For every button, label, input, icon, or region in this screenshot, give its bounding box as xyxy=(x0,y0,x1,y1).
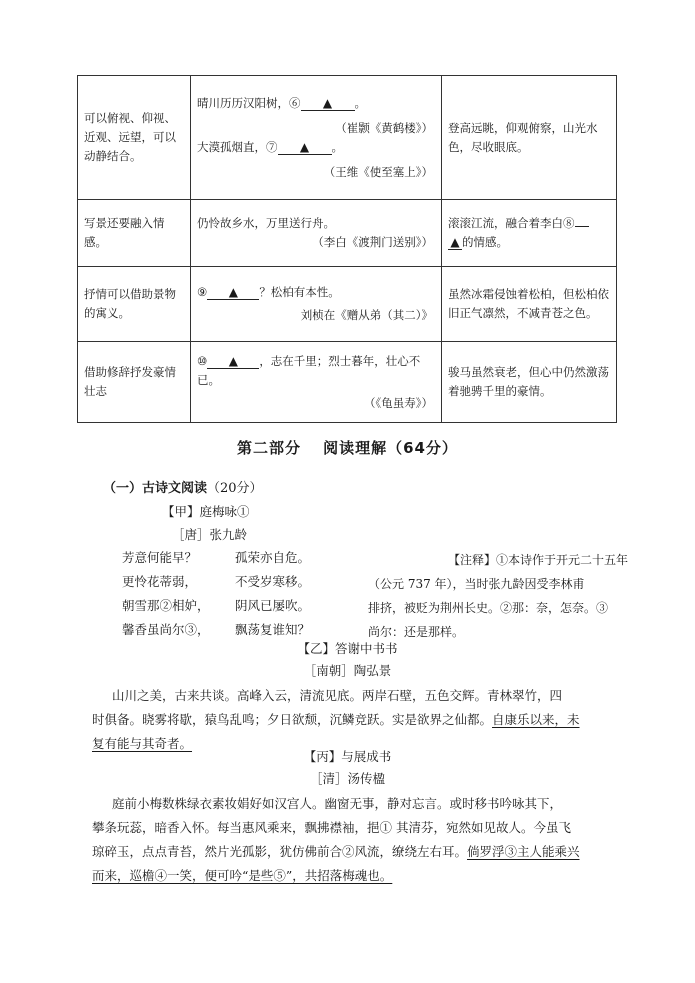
text-bing-heading: 【丙】与展成书 xyxy=(303,749,392,764)
annotation-block xyxy=(368,548,628,644)
underlined-sentence: 自康乐以来，未 xyxy=(492,712,580,727)
verse-cell xyxy=(191,76,442,200)
blank-number: ⑩ xyxy=(197,353,208,368)
section-title: （一）古诗文阅读（20分） xyxy=(103,481,263,496)
analysis-cell: 虽然冰霜侵蚀着松柏，但松柏依旧正气凛然，不减青苍之色。 xyxy=(442,267,617,342)
poem-line: 更怜花蒂弱， 不受岁寒移。 xyxy=(122,574,311,589)
answer-blank[interactable] xyxy=(207,354,259,369)
verse-cell xyxy=(191,342,442,423)
blank-number: ⑧ xyxy=(563,216,575,230)
method-cell: 借助修辞抒发豪情壮志 xyxy=(78,342,191,423)
verse-cell xyxy=(191,267,442,342)
text-yi-heading: 【乙】答谢中书书 xyxy=(297,641,398,656)
analysis-cell: 登高远眺，仰观俯察，山光水色，尽收眼底。 xyxy=(442,76,617,200)
text-bing-body: 庭前小梅数株绿衣素妆娟好如汉宫人。幽窗无事，静对忘言。或时移书吟咏其下， 攀条玩蕊，暗香入怀。每当惠风乘来，飘拂襟袖，挹① 其清芬，宛然如见故人。今虽飞 琼碎玉，点点青苔，然片光孤影，犹仿佛前合②风流，缭绕左右耳。倘罗浮③主人能乘兴 而来，巡檐④一笑，便可吟“是些⑤”，共招落梅魂也。 xyxy=(92,796,580,883)
triangle-icon: ▲ xyxy=(322,95,333,110)
table-row xyxy=(78,200,617,267)
analysis-cell: 骏马虽然衰老，但心中仍然激荡着驰骋千里的豪情。 xyxy=(442,342,617,423)
answer-blank[interactable] xyxy=(301,96,355,111)
annotation-head: 【注释】①本诗作于开元二十五年 xyxy=(447,553,628,567)
poem-line: 芳意何能早？ 孤荣亦自危。 xyxy=(122,550,311,565)
triangle-icon: ▲ xyxy=(228,285,238,299)
answer-blank[interactable] xyxy=(278,140,332,155)
verse-source: 刘桢在《赠从弟（其二）》 xyxy=(300,308,433,322)
poem-line: 朝雪那②相妒， 阴风已屡吹。 xyxy=(122,598,311,613)
method-cell: 写景还要融入情感。 xyxy=(78,200,191,267)
underlined-sentence: 复有能与其奇者。 xyxy=(92,736,193,751)
method-cell xyxy=(78,76,191,200)
blank-number: ⑨ xyxy=(197,285,208,299)
text-bing-author: ［清］汤传楹 xyxy=(309,771,385,786)
verse-source: （王维《使至塞上》） xyxy=(323,164,433,179)
poem-body xyxy=(122,546,310,642)
analysis-cell: 滚滚江流，融合着李白⑧ ▲ 的情感。 xyxy=(442,200,617,267)
blank-number: ⑦ xyxy=(266,139,278,154)
verse-line: 大漠孤烟直，⑦ ▲ 。 xyxy=(197,139,343,154)
poem-author: ［唐］张九龄 xyxy=(172,527,248,542)
poem-heading: 【甲】庭梅咏① xyxy=(162,504,250,519)
verse-line: 晴川历历汉阳树，⑥ ▲ 。 xyxy=(197,95,366,110)
method-text: 可以俯视、仰视、近观、远望，可以动静结合。 xyxy=(84,111,176,163)
poem-line: 馨香虽尚尔③， 飘荡复谁知？ xyxy=(122,622,311,637)
poetry-table xyxy=(77,75,617,423)
underlined-sentence: 倘罗浮③主人能乘兴 xyxy=(467,844,580,859)
verse-line: 仍怜故乡水，万里送行舟。 xyxy=(197,216,335,230)
underlined-sentence: 而来，巡檐④一笑，便可吟“是些⑤”，共招落梅魂也。 xyxy=(92,868,393,883)
triangle-icon: ▲ xyxy=(450,235,460,249)
answer-blank-cont[interactable] xyxy=(448,235,462,250)
answer-blank[interactable] xyxy=(575,226,589,227)
verse-cell xyxy=(191,200,442,267)
annotation-line: 排挤，被贬为荆州长史。②那：奈，怎奈。③ xyxy=(368,601,609,615)
blank-number: ⑥ xyxy=(289,95,301,110)
text-yi-body: 山川之美，古来共谈。高峰入云，清流见底。两岸石壁，五色交辉。青林翠竹，四 时俱备。晓雾将歇，猿鸟乱鸣；夕日欲颓，沉鳞竞跃。实是欲界之仙都。自康乐以来，未 复有能与其奇者。 xyxy=(92,688,580,751)
table-row xyxy=(78,342,617,423)
verse-line: ⑩ ▲ ，志在千里；烈士暮年，壮心不已。 xyxy=(197,353,421,387)
annotation-line: （公元 737 年），当时张九龄因受李林甫 xyxy=(368,577,585,591)
triangle-icon: ▲ xyxy=(299,139,310,154)
verse-line: ⑨ ▲ ？松柏有本性。 xyxy=(197,285,340,299)
annotation-line: 尚尔：还是那样。 xyxy=(368,625,465,639)
triangle-icon: ▲ xyxy=(228,353,238,368)
verse-source: （崔颢《黄鹤楼》） xyxy=(335,120,433,135)
verse-source: （李白《渡荆门送别》） xyxy=(312,235,433,249)
answer-blank[interactable] xyxy=(207,285,259,300)
verse-source: （《龟虽寿》） xyxy=(364,395,433,410)
method-cell: 抒情可以借助景物的寓义。 xyxy=(78,267,191,342)
table-row xyxy=(78,76,617,200)
part-title: 第二部分 阅读理解（64分） xyxy=(237,439,458,457)
table-row xyxy=(78,267,617,342)
text-yi-author: ［南朝］陶弘景 xyxy=(303,663,392,678)
